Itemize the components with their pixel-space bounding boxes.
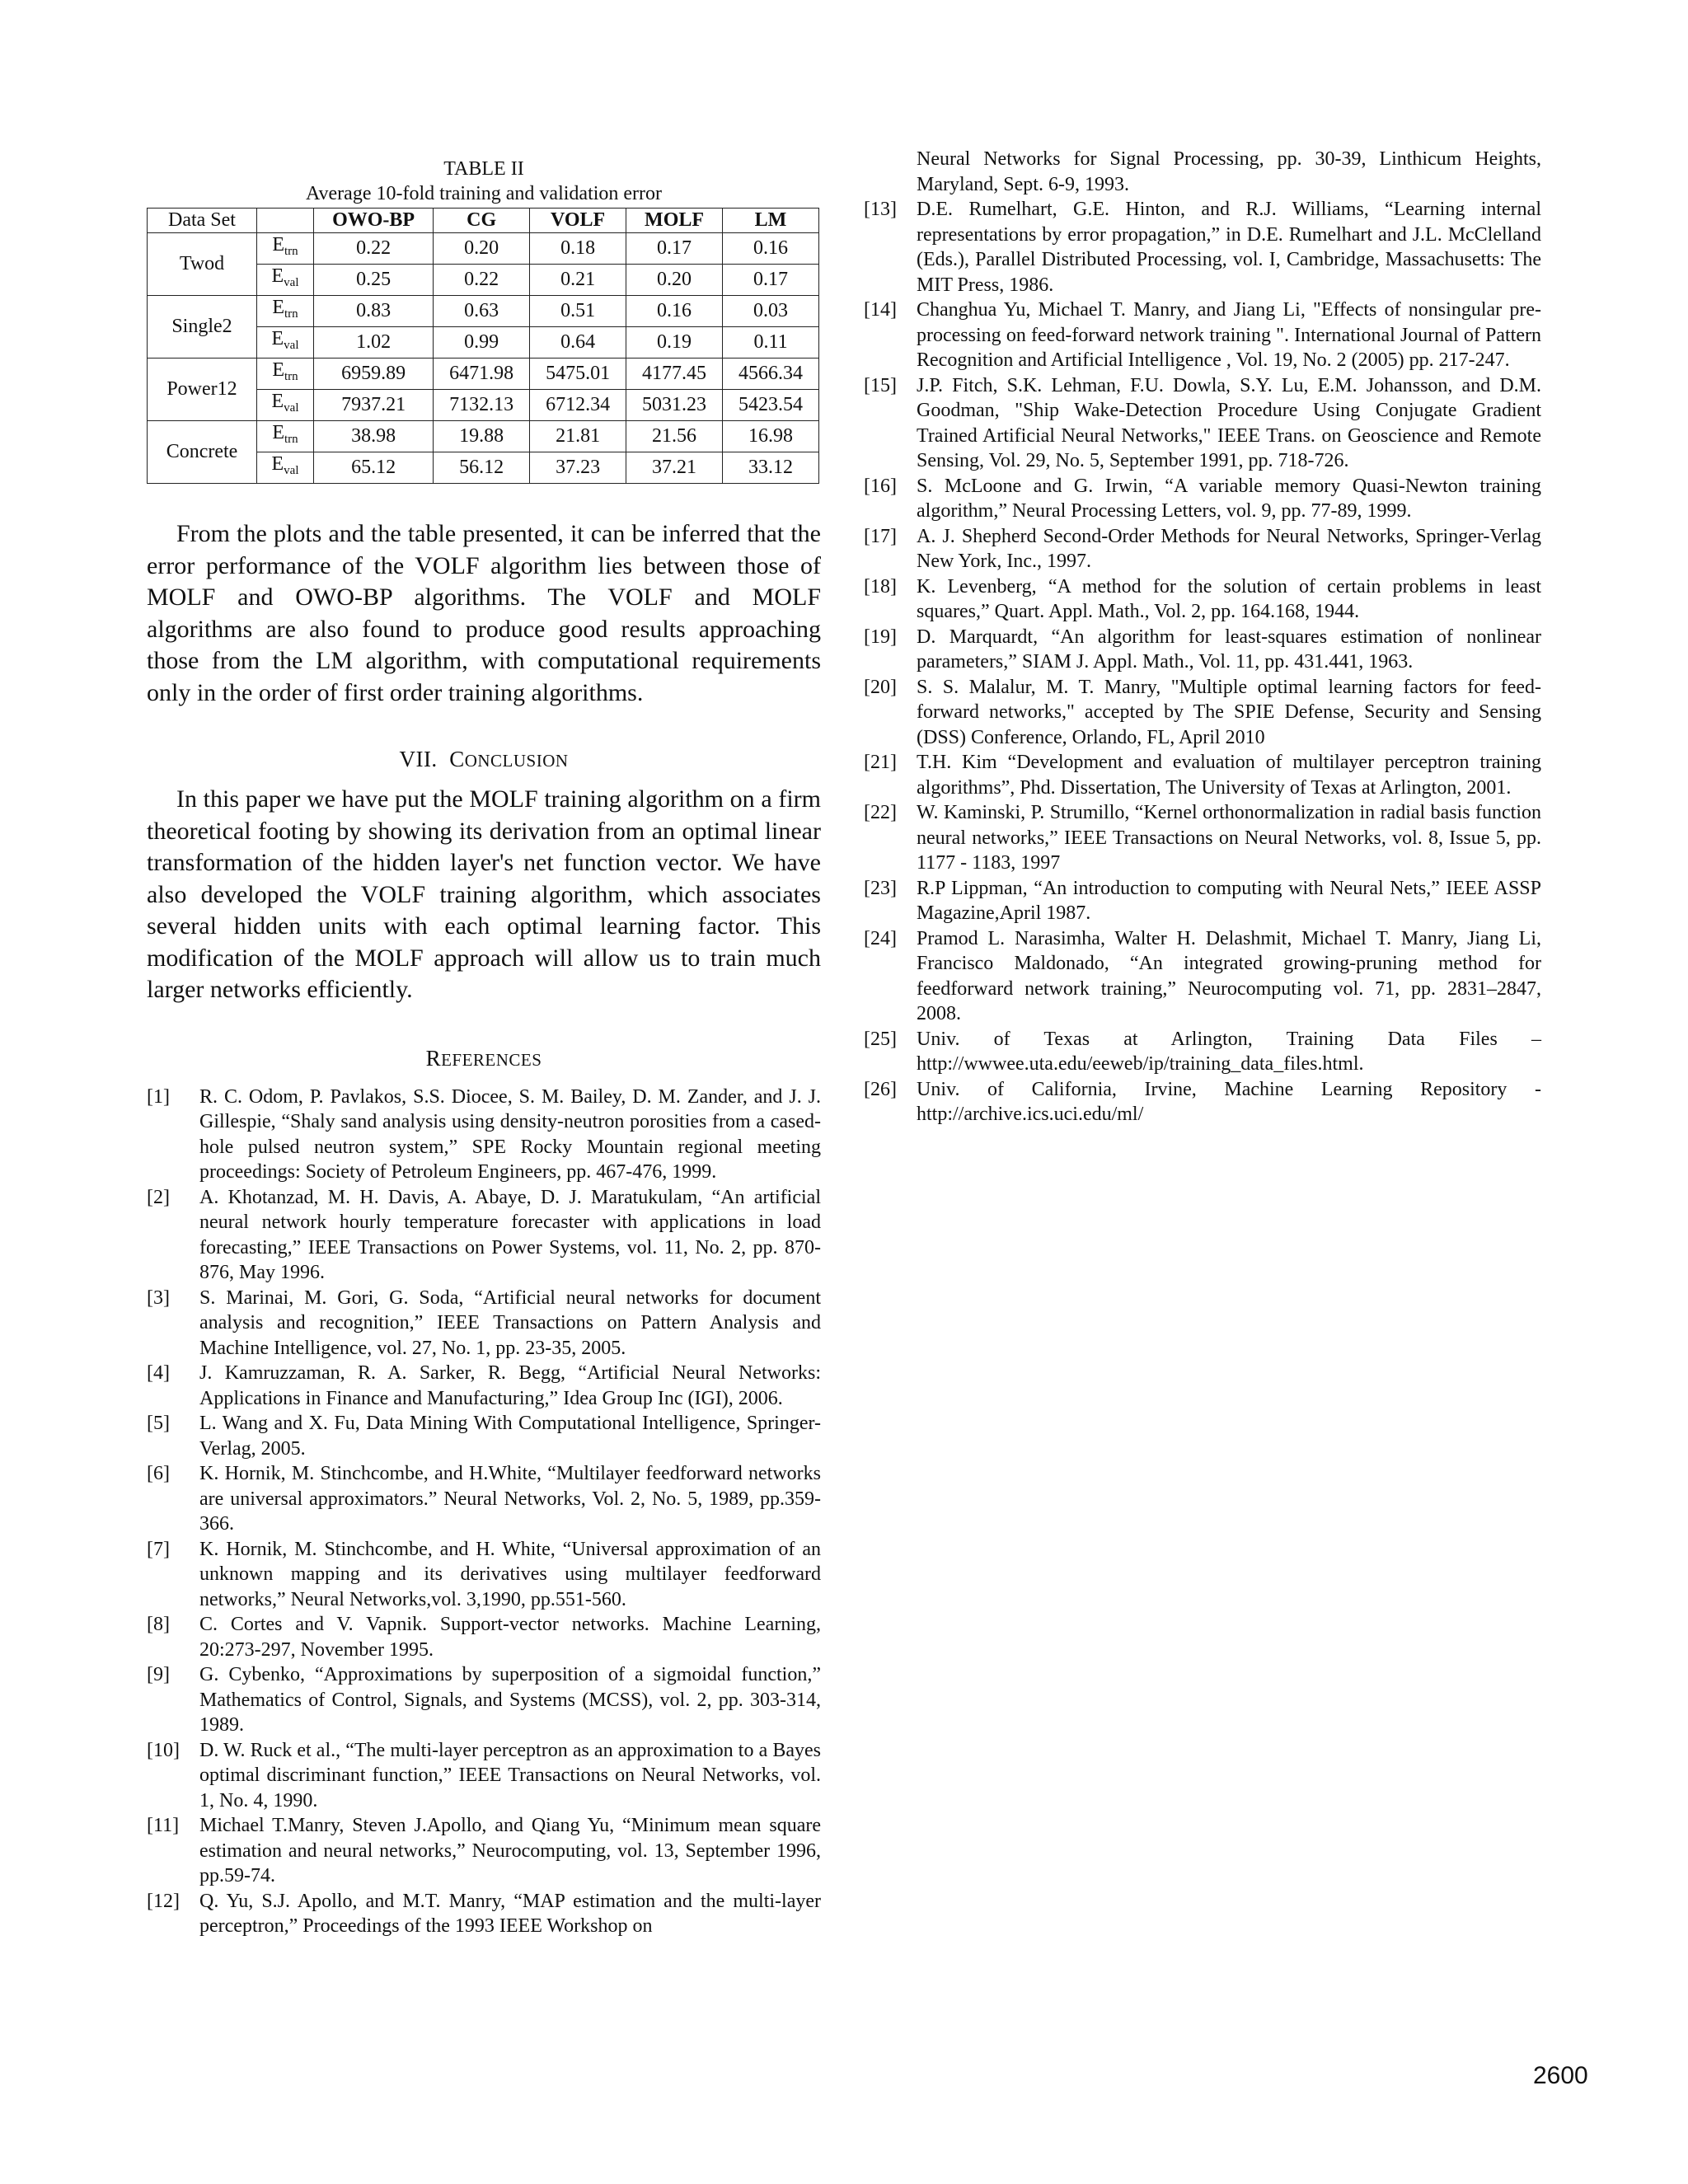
- reference-item: [864, 373, 1541, 474]
- reference-text: G. Cybenko, “Approximations by superposition of a sigmoidal function,” Mathematics of Control, Signals, and Systems (MCSS), vol. 2, pp. 303-314, 1989.: [199, 1664, 821, 1736]
- metric-cell: [257, 296, 314, 327]
- reference-text: K. Hornik, M. Stinchcombe, and H. White, “Universal approximation of an unknown mapping and its derivatives using multilayer feedforward networks,” Neural Networks,vol. 3,1990, pp.551-560.: [199, 1538, 821, 1610]
- reference-number: [3]: [147, 1286, 170, 1309]
- reference-list-left: [147, 1085, 821, 1939]
- reference-item: [147, 1286, 821, 1361]
- value-cell: 6712.34: [530, 390, 626, 421]
- reference-text: Q. Yu, S.J. Apollo, and M.T. Manry, “MAP estimation and the multi-layer perceptron,” Proceedings of the 1993 IEEE Workshop on: [199, 1890, 821, 1937]
- metric-subscript: val: [284, 464, 299, 477]
- reference-text: S. McLoone and G. Irwin, “A variable memory Quasi-Newton training algorithm,” Neural Processing Letters, vol. 9, pp. 77-89, 1999.: [917, 475, 1541, 522]
- value-cell: 0.18: [530, 233, 626, 265]
- reference-list-right: [864, 197, 1541, 1127]
- reference-item: [147, 1411, 821, 1461]
- value-cell: 0.64: [530, 327, 626, 359]
- reference-number: [20]: [864, 676, 897, 698]
- reference-text: Univ. of California, Irvine, Machine Learning Repository - http://archive.ics.uci.edu/ml/: [917, 1078, 1541, 1125]
- value-cell: 5423.54: [723, 390, 819, 421]
- reference-text: D.E. Rumelhart, G.E. Hinton, and R.J. Williams, “Learning internal representations by error propagation,” in D.E. Rumelhart and J.L. McClelland (Eds.), Parallel Distributed Processing, vol. I, Cambridge, Massachusetts: The MIT Press, 1986.: [917, 199, 1541, 296]
- value-cell: 1.02: [314, 327, 434, 359]
- reference-number: [26]: [864, 1078, 897, 1100]
- value-cell: 0.19: [626, 327, 723, 359]
- reference-item: [147, 1537, 821, 1613]
- metric-subscript: val: [284, 401, 299, 415]
- reference-item: [864, 750, 1541, 800]
- reference-number: [9]: [147, 1664, 170, 1685]
- conclusion-paragraph: In this paper we have put the MOLF training algorithm on a firm theoretical footing by showing its derivation from an optimal linear transformation of the hidden layer's net function vector. We have also developed the VOLF training algorithm, which associates several hidden units with each optimal learning factor. This modification of the MOLF approach will allow us to train much larger networks efficiently.: [147, 785, 821, 1003]
- conclusion-number: VII.: [399, 747, 438, 771]
- value-cell: 37.21: [626, 452, 723, 484]
- reference-item: [147, 1889, 821, 1939]
- value-cell: 4177.45: [626, 359, 723, 390]
- metric-symbol: E: [272, 422, 284, 443]
- value-cell: 0.17: [723, 265, 819, 296]
- header-dataset: Data Set: [148, 209, 257, 233]
- header-volf: VOLF: [530, 209, 626, 233]
- reference-number: [7]: [147, 1538, 170, 1560]
- reference-number: [12]: [147, 1890, 180, 1912]
- metric-cell: [257, 327, 314, 359]
- reference-text: W. Kaminski, P. Strumillo, “Kernel orthonormalization in radial basis function neural networks,” IEEE Transactions on Neural Networks, vol. 8, Issue 5, pp. 1177 - 1183, 1997: [917, 802, 1541, 874]
- header-lm: LM: [723, 209, 819, 233]
- reference-text: L. Wang and X. Fu, Data Mining With Computational Intelligence, Springer-Verlag, 2005.: [199, 1413, 821, 1460]
- value-cell: 65.12: [314, 452, 434, 484]
- header-cg: CG: [434, 209, 530, 233]
- reference-number: [4]: [147, 1362, 170, 1384]
- value-cell: 56.12: [434, 452, 530, 484]
- reference-number: [2]: [147, 1186, 170, 1208]
- metric-symbol: E: [271, 265, 284, 287]
- metric-subscript: trn: [284, 245, 298, 258]
- metric-symbol: E: [271, 453, 284, 475]
- value-cell: 33.12: [723, 452, 819, 484]
- value-cell: 0.83: [314, 296, 434, 327]
- value-cell: 0.20: [626, 265, 723, 296]
- metric-symbol: E: [272, 359, 284, 381]
- reference-item: [864, 625, 1541, 675]
- reference-number: [1]: [147, 1085, 170, 1108]
- header-metric: [257, 209, 314, 233]
- reference-12-continued: [864, 147, 1541, 197]
- results-paragraph: From the plots and the table presented, it can be inferred that the error performance of the VOLF algorithm lies between those of MOLF and OWO-BP algorithms. The VOLF and MOLF algorithms are also found to produce good results approaching those from the LM algorithm, with computational requirements only in the order of first order training algorithms.: [147, 520, 821, 706]
- references-rest: EFERENCES: [441, 1049, 542, 1070]
- value-cell: 0.63: [434, 296, 530, 327]
- metric-cell: [257, 452, 314, 484]
- reference-number: [22]: [864, 802, 897, 823]
- reference-number: [8]: [147, 1614, 170, 1635]
- reference-item: [147, 1813, 821, 1889]
- metric-symbol: E: [271, 328, 284, 349]
- header-molf: MOLF: [626, 209, 723, 233]
- metric-subscript: val: [284, 276, 299, 289]
- metric-symbol: E: [272, 234, 284, 255]
- reference-number: [19]: [864, 626, 897, 648]
- metric-cell: [257, 421, 314, 452]
- value-cell: 0.21: [530, 265, 626, 296]
- reference-item: [147, 1461, 821, 1537]
- value-cell: 7937.21: [314, 390, 434, 421]
- reference-item: [147, 1738, 821, 1814]
- conclusion-cap: C: [449, 747, 465, 771]
- value-cell: 0.17: [626, 233, 723, 265]
- reference-text: S. S. Malalur, M. T. Manry, "Multiple optimal learning factors for feed-forward networks," accepted by The SPIE Defense, Security and Sensing (DSS) Conference, Orlando, FL, April 2010: [917, 676, 1541, 748]
- reference-text: A. J. Shepherd Second-Order Methods for Neural Networks, Springer-Verlag New York, Inc., 1997.: [917, 525, 1541, 572]
- table-row: [148, 233, 819, 265]
- reference-number: [24]: [864, 927, 897, 949]
- reference-number: [21]: [864, 752, 897, 773]
- value-cell: 0.25: [314, 265, 434, 296]
- reference-number: [25]: [864, 1028, 897, 1050]
- reference-number: [14]: [864, 299, 897, 321]
- reference-number: [17]: [864, 525, 897, 547]
- value-cell: 38.98: [314, 421, 434, 452]
- reference-number: [13]: [864, 199, 897, 220]
- reference-number: [5]: [147, 1413, 170, 1434]
- metric-symbol: E: [272, 297, 284, 318]
- value-cell: 0.16: [723, 233, 819, 265]
- value-cell: 21.56: [626, 421, 723, 452]
- reference-number: [6]: [147, 1463, 170, 1484]
- metric-cell: [257, 233, 314, 265]
- metric-cell: [257, 265, 314, 296]
- conclusion-heading: [147, 747, 821, 772]
- metric-subscript: trn: [284, 433, 298, 446]
- metric-subscript: val: [284, 339, 299, 352]
- reference-item: [864, 524, 1541, 574]
- table-row: [148, 359, 819, 390]
- reference-item: [864, 1027, 1541, 1077]
- reference-text: K. Hornik, M. Stinchcombe, and H.White, “Multilayer feedforward networks are universal approximators.” Neural Networks, Vol. 2, No. 5, 1989, pp.359-366.: [199, 1463, 821, 1535]
- results-table: [147, 208, 819, 484]
- reference-item: [147, 1612, 821, 1662]
- reference-text: D. W. Ruck et al., “The multi-layer perceptron as an approximation to a Bayes optimal discriminant function,” IEEE Transactions on Neural Networks, vol. 1, No. 4, 1990.: [199, 1739, 821, 1811]
- value-cell: 19.88: [434, 421, 530, 452]
- value-cell: 0.03: [723, 296, 819, 327]
- reference-text: Univ. of Texas at Arlington, Training Data Files – http://wwwee.uta.edu/eeweb/ip/training_data_files.html.: [917, 1028, 1541, 1075]
- dataset-cell: Power12: [148, 359, 257, 421]
- reference-text: K. Levenberg, “A method for the solution of certain problems in least squares,” Quart. Appl. Math., Vol. 2, pp. 164.168, 1944.: [917, 575, 1541, 622]
- reference-item: [864, 1077, 1541, 1127]
- reference-item: [147, 1185, 821, 1286]
- reference-text: D. Marquardt, “An algorithm for least-squares estimation of nonlinear parameters,” SIAM J. Appl. Math., Vol. 11, pp. 431.441, 1963.: [917, 626, 1541, 673]
- reference-number: [18]: [864, 575, 897, 598]
- references-heading: [147, 1046, 821, 1071]
- value-cell: 6959.89: [314, 359, 434, 390]
- value-cell: 21.81: [530, 421, 626, 452]
- metric-cell: [257, 359, 314, 390]
- header-owo-bp: OWO-BP: [314, 209, 434, 233]
- reference-number: [23]: [864, 877, 897, 899]
- reference-text: S. Marinai, M. Gori, G. Soda, “Artificial neural networks for document analysis and recognition,” IEEE Transactions on Pattern Analysis and Machine Intelligence, vol. 27, No. 1, pp. 23-35, 2005.: [199, 1286, 821, 1359]
- metric-subscript: trn: [284, 370, 298, 383]
- reference-item: [864, 298, 1541, 373]
- reference-text: J.P. Fitch, S.K. Lehman, F.U. Dowla, S.Y. Lu, E.M. Johansson, and D.M. Goodman, "Ship Wake-Detection Procedure Using Conjugate Gradient Trained Artificial Neural Networks," IEEE Trans. on Geoscience and Remote Sensing, Vol. 29, No. 5, September 1991, pp. 718-726.: [917, 374, 1541, 471]
- reference-text: T.H. Kim “Development and evaluation of multilayer perceptron training algorithms”, Phd. Dissertation, The University of Texas at Arlington, 2001.: [917, 752, 1541, 799]
- references-cap: R: [425, 1045, 442, 1071]
- value-cell: 5031.23: [626, 390, 723, 421]
- reference-item: [864, 876, 1541, 926]
- reference-number: [15]: [864, 374, 897, 396]
- reference-item: [864, 675, 1541, 751]
- reference-text: Changhua Yu, Michael T. Manry, and Jiang Li, "Effects of nonsingular pre-processing on feed-forward network training ". International Journal of Pattern Recognition and Artificial Intelligence , Vol. 19, No. 2 (2005) pp. 217-247.: [917, 299, 1541, 371]
- table-title: TABLE II: [443, 158, 524, 180]
- value-cell: 0.22: [434, 265, 530, 296]
- value-cell: 0.99: [434, 327, 530, 359]
- reference-item: [864, 197, 1541, 298]
- value-cell: 37.23: [530, 452, 626, 484]
- value-cell: 0.11: [723, 327, 819, 359]
- value-cell: 0.22: [314, 233, 434, 265]
- reference-12-continued-text: Neural Networks for Signal Processing, pp. 30-39, Linthicum Heights, Maryland, Sept. 6-9, 1993.: [917, 148, 1541, 195]
- metric-cell: [257, 390, 314, 421]
- value-cell: 0.20: [434, 233, 530, 265]
- page-number: 2600: [1533, 2062, 1588, 2089]
- value-cell: 16.98: [723, 421, 819, 452]
- reference-item: [864, 474, 1541, 524]
- left-column: [147, 157, 821, 1939]
- table-row: [148, 421, 819, 452]
- reference-item: [864, 926, 1541, 1027]
- value-cell: 4566.34: [723, 359, 819, 390]
- reference-item: [864, 800, 1541, 876]
- value-cell: 0.51: [530, 296, 626, 327]
- reference-text: C. Cortes and V. Vapnik. Support-vector networks. Machine Learning, 20:273-297, November 1995.: [199, 1614, 821, 1661]
- value-cell: 5475.01: [530, 359, 626, 390]
- reference-item: [147, 1361, 821, 1411]
- reference-text: A. Khotanzad, M. H. Davis, A. Abaye, D. J. Maratukulam, “An artificial neural network hourly temperature forecaster with applications in load forecasting,” IEEE Transactions on Power Systems, vol. 11, No. 2, pp. 870-876, May 1996.: [199, 1186, 821, 1283]
- table-row: [148, 296, 819, 327]
- reference-number: [10]: [147, 1739, 180, 1761]
- table-body: [148, 233, 819, 484]
- reference-text: R.P Lippman, “An introduction to computing with Neural Nets,” IEEE ASSP Magazine,April 1987.: [917, 877, 1541, 924]
- reference-item: [147, 1085, 821, 1185]
- reference-item: [147, 1662, 821, 1738]
- reference-number: [16]: [864, 475, 897, 497]
- reference-number: [11]: [147, 1815, 180, 1836]
- right-column: [864, 147, 1541, 1127]
- reference-text: Michael T.Manry, Steven J.Apollo, and Qiang Yu, “Minimum mean square estimation and neural networks,” Neurocomputing, vol. 13, September 1996, pp.59-74.: [199, 1815, 821, 1886]
- table-header-row: [148, 209, 819, 233]
- value-cell: 0.16: [626, 296, 723, 327]
- conclusion-rest: ONCLUSION: [464, 751, 569, 771]
- reference-text: J. Kamruzzaman, R. A. Sarker, R. Begg, “Artificial Neural Networks: Applications in Finance and Manufacturing,” Idea Group Inc (IGI), 2006.: [199, 1362, 821, 1409]
- value-cell: 6471.98: [434, 359, 530, 390]
- reference-item: [864, 574, 1541, 625]
- value-cell: 7132.13: [434, 390, 530, 421]
- metric-subscript: trn: [284, 307, 298, 321]
- dataset-cell: Twod: [148, 233, 257, 296]
- dataset-cell: Concrete: [148, 421, 257, 484]
- reference-text: R. C. Odom, P. Pavlakos, S.S. Diocee, S. M. Bailey, D. M. Zander, and J. J. Gillespie, “Shaly sand analysis using density-neutron porosities from a cased-hole pulsed neutron system,” SPE Rocky Mountain regional meeting proceedings: Society of Petroleum Engineers, pp. 467-476, 1999.: [199, 1085, 821, 1183]
- reference-text: Pramod L. Narasimha, Walter H. Delashmit, Michael T. Manry, Jiang Li, Francisco Maldonado, “An integrated growing-pruning method for feedforward network training,” Neurocomputing vol. 71, pp. 2831–2847, 2008.: [917, 927, 1541, 1024]
- dataset-cell: Single2: [148, 296, 257, 359]
- metric-symbol: E: [271, 391, 284, 412]
- table-caption: Average 10-fold training and validation error: [305, 183, 663, 204]
